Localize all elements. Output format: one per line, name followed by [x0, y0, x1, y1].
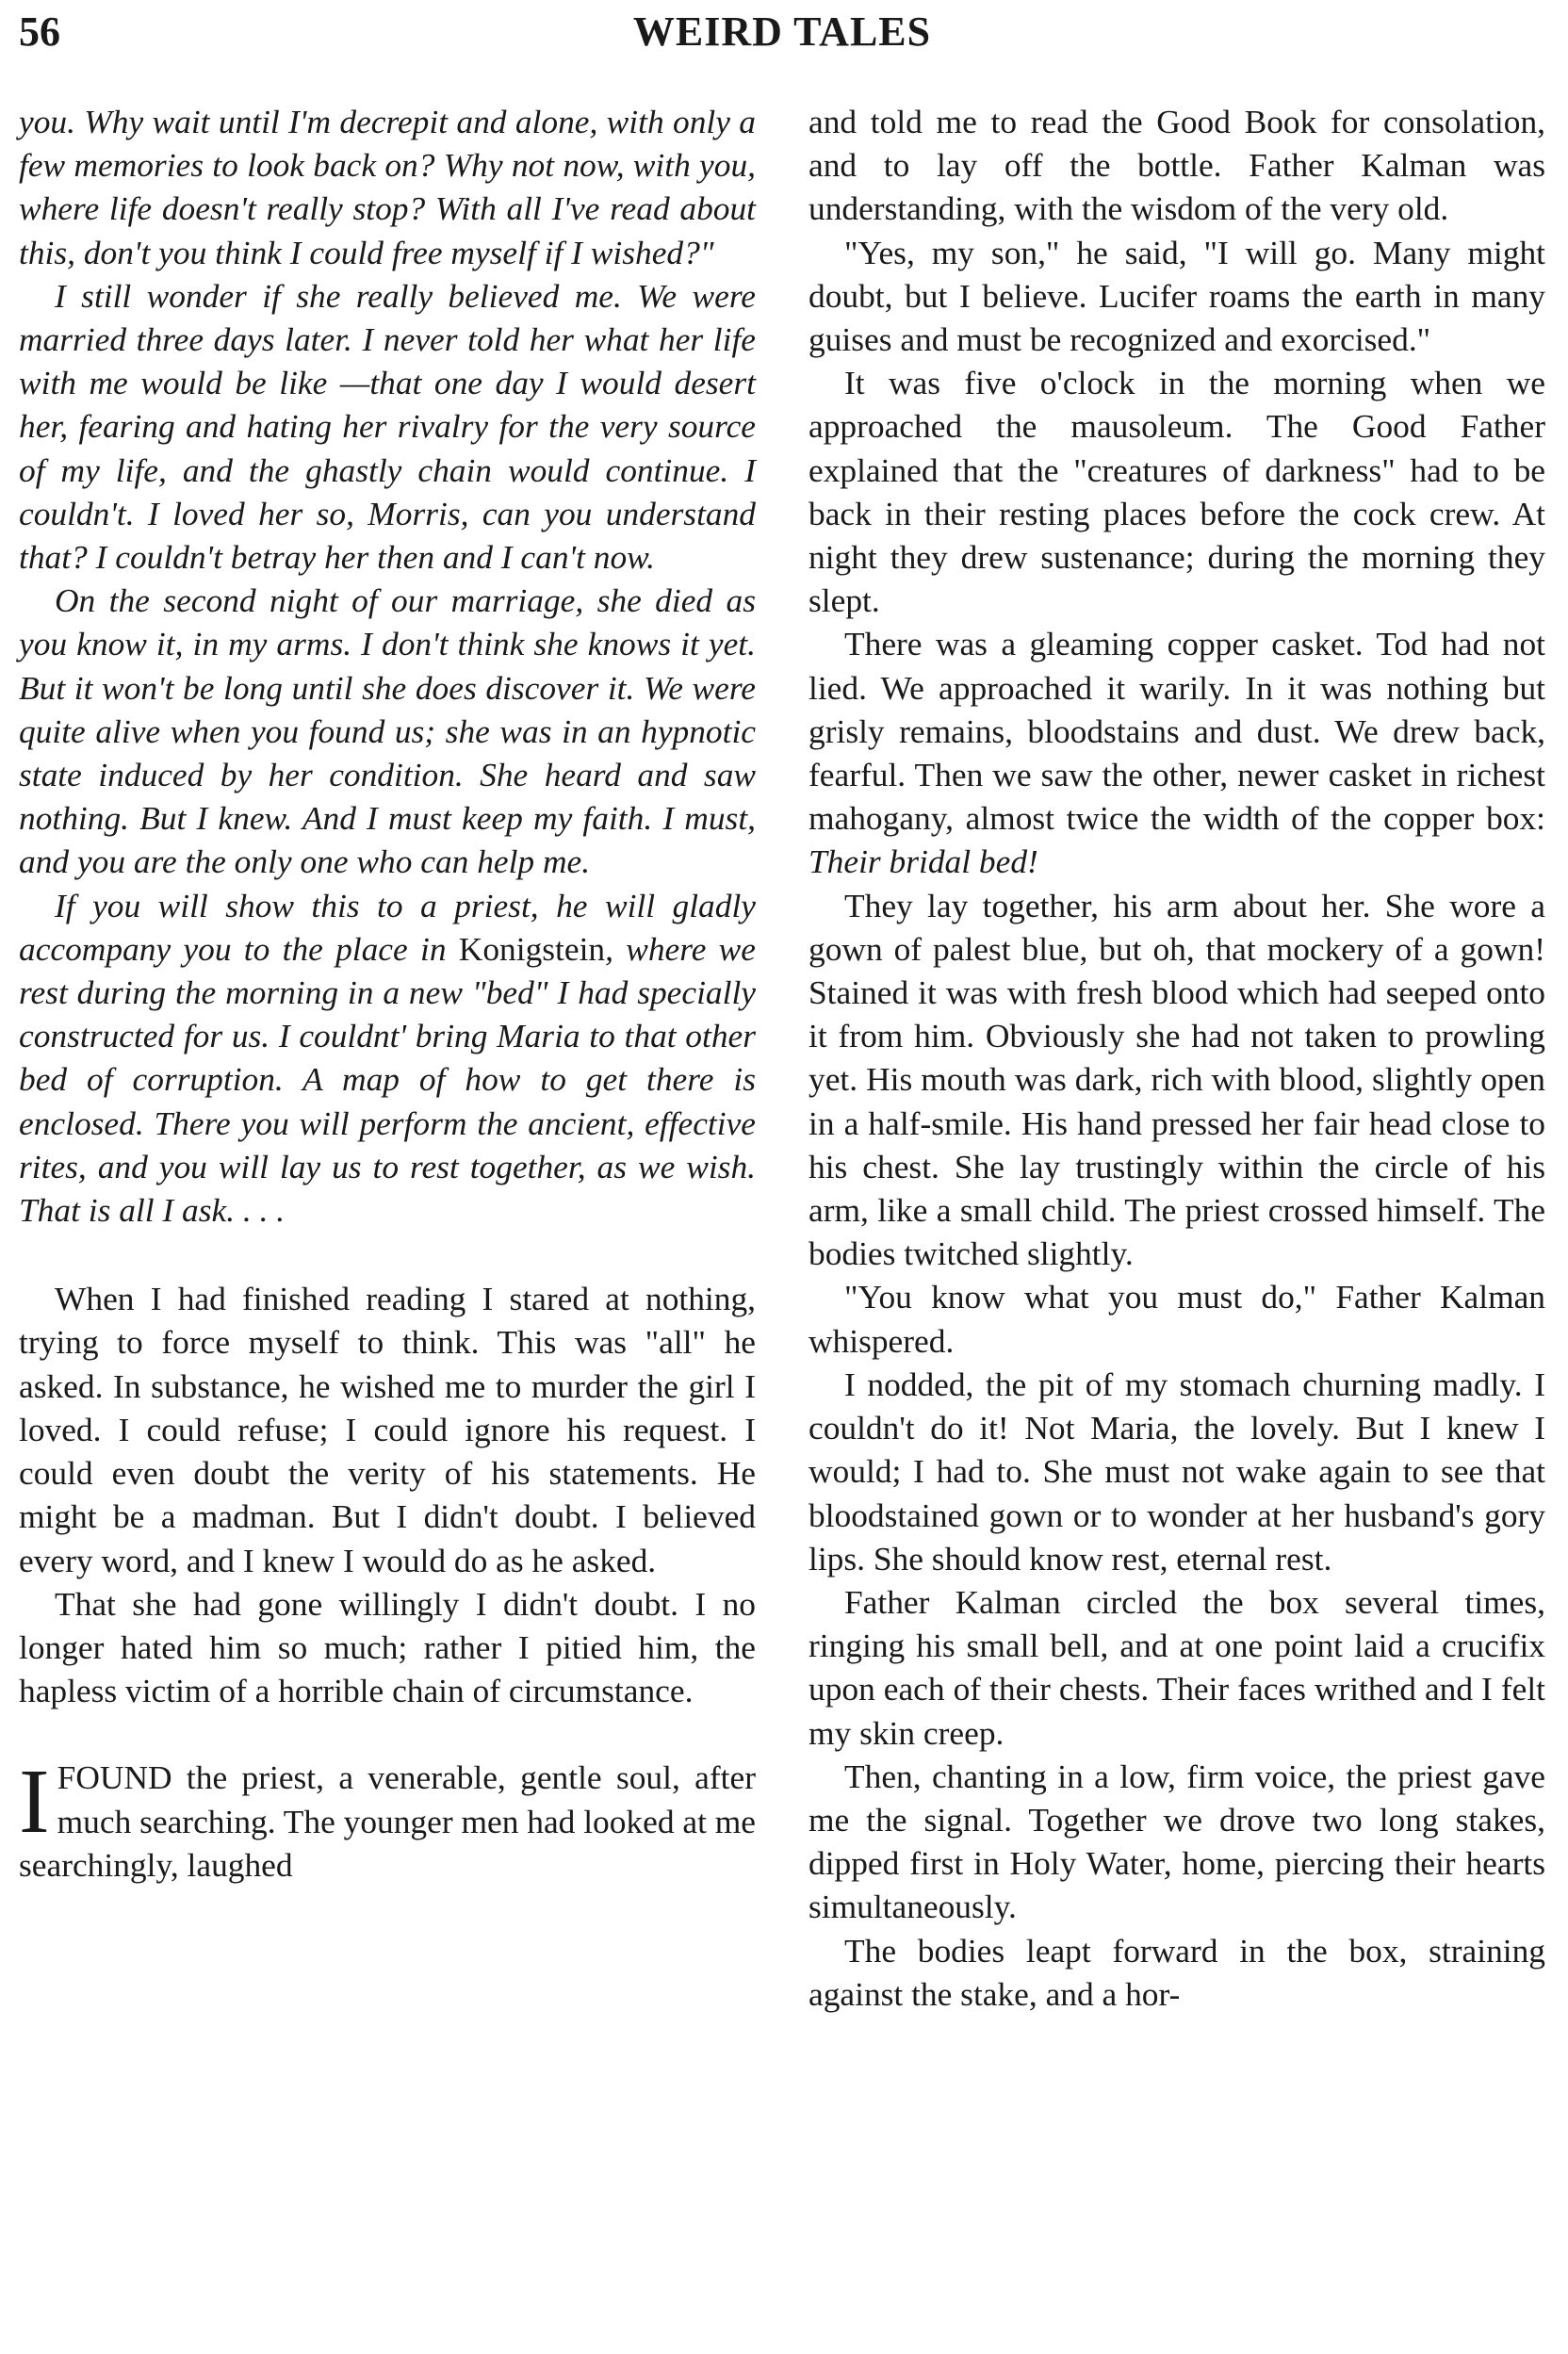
letter-paragraph: I still wonder if she really believed me. We were married three days later. I never told her what her life with me would be like —that one day I would desert her, fearing and hating her rivalry for the very source of my life, and the ghastly chain would continue. I couldn't. I loved her so, Morris, can you understand that? I couldn't betray her then and I can't now.	[19, 276, 756, 577]
section-gap	[19, 1232, 756, 1277]
body-paragraph: Father Kalman circled the box several times, ringing his small bell, and at one point laid a crucifix upon each of their chests. Their faces writhed and I felt my skin creep.	[808, 1582, 1545, 1752]
letter-text: , where we rest during the morning in a new "bed" I had specially constructed for us. I couldnt' bring Maria to that other bed of corruption. A map of how to get there is enclosed. There you will perform the ancient, effective rites, and you will lay us to rest together, as we wish. That is all I ask. . . .	[19, 929, 756, 1230]
letter-paragraph	[19, 884, 756, 1233]
section-text: FOUND the priest, a venerable, gentle soul, after much searching. The younger men had looked at me searchingly, laughed	[19, 1758, 756, 1884]
magazine-title: WEIRD TALES	[632, 8, 932, 55]
body-paragraph: "You know what you must do," Father Kalman whispered.	[808, 1278, 1545, 1360]
left-column	[19, 100, 756, 1887]
body-paragraph: The bodies leapt forward in the box, straining against the stake, and a hor-	[808, 1931, 1545, 2013]
section-gap	[19, 1712, 756, 1756]
body-paragraph: When I had finished reading I stared at nothing, trying to force myself to think. This was "all" he asked. In substance, he wished me to murder the girl I loved. I could refuse; I could ignore his request. I could even doubt the verity of his statements. He might be a madman. But I didn't doubt. I believed every word, and I knew I would do as he asked.	[19, 1280, 756, 1579]
emphasis-text: Their bridal bed!	[808, 842, 1038, 881]
body-paragraph: and told me to read the Good Book for consolation, and to lay off the bottle. Father Kalman was understanding, with the wisdom of the very old.	[808, 103, 1545, 228]
body-paragraph: They lay together, his arm about her. She wore a gown of palest blue, but oh, that mockery of a gown! Stained it was with fresh blood which had seeped onto it from him. Obviously she had not taken to prowling yet. His mouth was dark, rich with blood, slightly open in a half-smile. His hand pressed her fair head close to his chest. She lay trustingly within the circle of his arm, like a small child. The priest crossed himself. The bodies twitched slightly.	[808, 886, 1545, 1273]
body-text: There was a gleaming copper casket. Tod had not lied. We approached it warily. In it was nothing but grisly remains, bloodstains and dust. We drew back, fearful. Then we saw the other, newer casket in richest mahogany, almost twice the width of the copper box:	[808, 625, 1545, 838]
letter-paragraph: you. Why wait until I'm decrepit and alone, with only a few memories to look back on? Why not now, with you, where life doesn't really stop? With all I've read about this, don't you think I could free myself if I wished?"	[19, 103, 756, 271]
right-column	[808, 100, 1545, 2016]
body-paragraph: It was five o'clock in the morning when we approached the mausoleum. The Good Father explained that the "creatures of darkness" had to be back in their resting places before the cock crew. At night they drew sustenance; during the morning they slept.	[808, 364, 1545, 620]
section-start-paragraph	[19, 1751, 756, 1887]
body-paragraph: I nodded, the pit of my stomach churning madly. I couldn't do it! Not Maria, the lovely. But I knew I would; I had to. She must not wake again to see that bloodstained gown or to wonder at her husband's gory lips. She should know rest, eternal rest.	[808, 1365, 1545, 1578]
body-paragraph	[808, 622, 1545, 883]
body-paragraph: "Yes, my son," he said, "I will go. Many might doubt, but I believe. Lucifer roams the earth in many guises and must be recognized and exorcised."	[808, 233, 1545, 359]
body-paragraph: That she had gone willingly I didn't doubt. I no longer hated him so much; rather I pitied him, the hapless victim of a horrible chain of circumstance.	[19, 1584, 756, 1710]
page-number: 56	[19, 8, 60, 55]
drop-cap: I	[19, 1751, 50, 1854]
place-name: Konigstein	[458, 929, 606, 968]
letter-paragraph: On the second night of our marriage, she died as you know it, in my arms. I don't think she knows it yet. But it won't be long until she does discover it. We were quite alive when you found us; she was in an hypnotic state induced by her condition. She heard and saw nothing. But I knew. And I must keep my faith. I must, and you are the only one who can help me.	[19, 581, 756, 881]
body-paragraph: Then, chanting in a low, firm voice, the priest gave me the signal. Together we drove two long stakes, dipped first in Holy Water, home, piercing their hearts simultaneously.	[808, 1757, 1545, 1926]
page-header	[19, 8, 1545, 64]
letter-text: If you will show this to a priest, he will gladly accompany you to the place in	[19, 886, 756, 968]
